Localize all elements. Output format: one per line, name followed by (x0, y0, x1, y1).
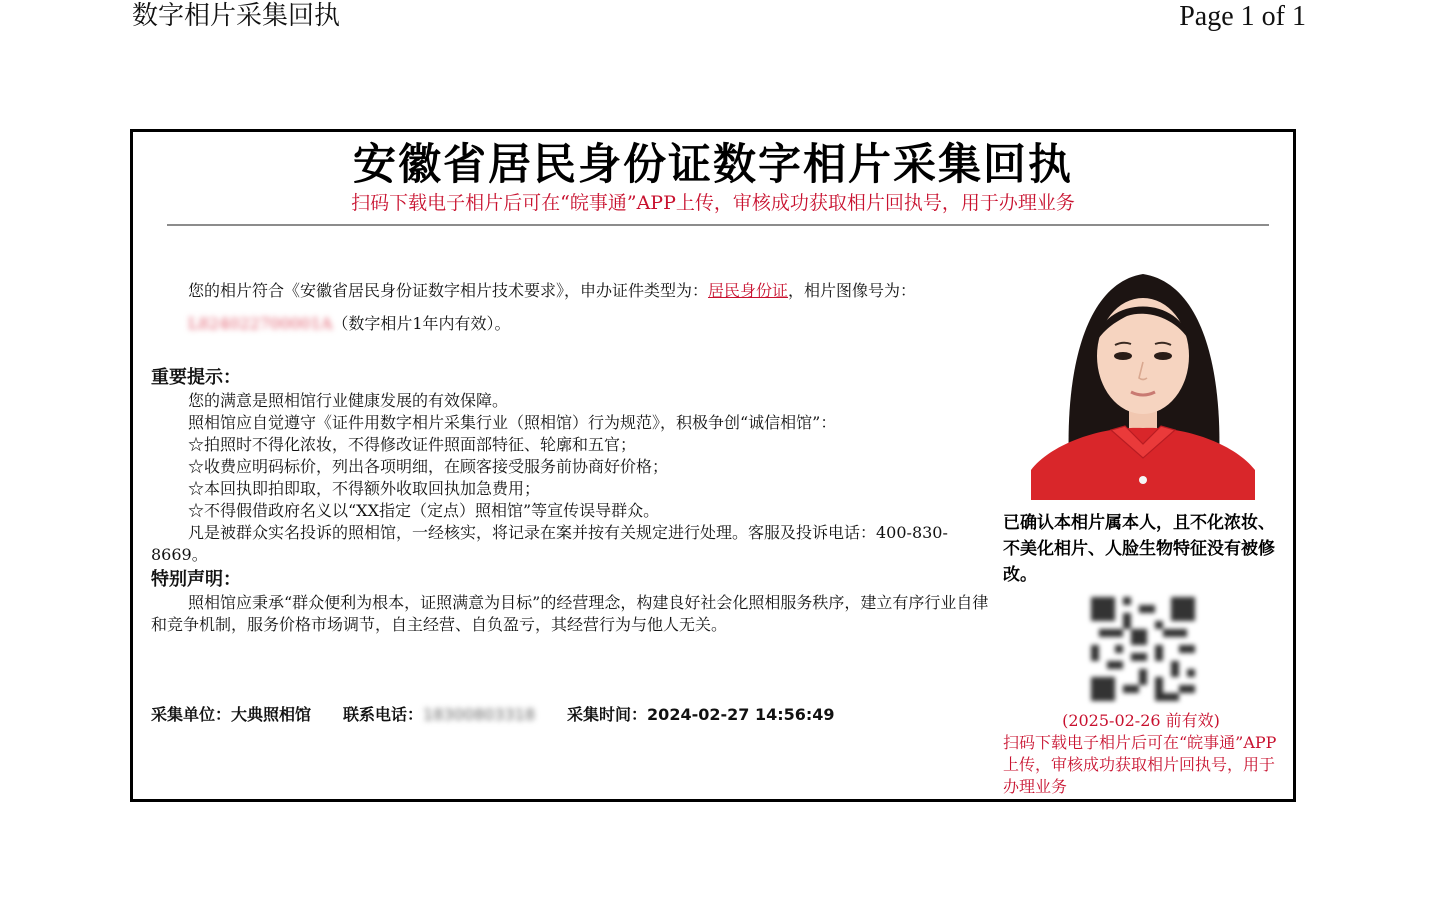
confirm-statement: 已确认本相片属本人，且不化浓妆、不美化相片、人脸生物特征没有被修改。 (1003, 513, 1275, 585)
intro-paragraph (151, 274, 996, 340)
notice-line: 您的满意是照相馆行业健康发展的有效保障。 (188, 391, 509, 410)
notice-section (151, 366, 991, 636)
notice-line: ☆拍照时不得化浓妆，不得修改证件照面部特征、轮廓和五官； (188, 435, 637, 454)
notice-line: ☆不得假借政府名义以“XX指定（定点）照相馆”等宣传误导群众。 (188, 501, 660, 520)
receipt-subtitle: 扫码下载电子相片后可在“皖事通”APP上传，审核成功获取相片回执号，用于办理业务 (351, 192, 1075, 214)
receipt-title: 安徽省居民身份证数字相片采集回执 (353, 140, 1073, 190)
notice-line: 照相馆应自觉遵守《证件用数字相片采集行业（照相馆）行为规范》，积极争创“诚信相馆”： (188, 413, 837, 432)
time-label: 采集时间： (567, 705, 648, 724)
notice-line: ☆本回执即拍即取，不得额外收取回执加急费用； (188, 479, 541, 498)
intro-text-c: （数字相片1年内有效）。 (332, 314, 511, 333)
receipt-card (130, 129, 1296, 802)
phone-label: 联系电话： (343, 705, 424, 724)
qr-upload-note: 扫码下载电子相片后可在“皖事通”APP上传，审核成功获取相片回执号，用于办理业务 (1003, 733, 1277, 796)
qr-code[interactable] (1091, 597, 1195, 701)
photo-number: L824022700001A (188, 314, 333, 333)
phone-value: 18300803318 (423, 705, 536, 724)
declaration-heading: 特别声明： (151, 569, 241, 590)
intro-text-a: 您的相片符合《安徽省居民身份证数字相片技术要求》，申办证件类型为： (188, 281, 709, 300)
unit-label: 采集单位： (151, 705, 232, 724)
unit-value: 大典照相馆 (231, 705, 312, 724)
expiry-date: (2025-02-26 前有效) (1062, 711, 1220, 730)
intro-text-b: ，相片图像号为： (788, 281, 917, 300)
cert-type-link[interactable]: 居民身份证 (708, 281, 789, 300)
declaration-text: 照相馆应秉承“群众便利为根本，证照满意为目标”的经营理念，构建良好社会化照相服务秩序，建立有序行业自律和竞争机制，服务价格市场调节，自主经营、自负盈亏，其经营行为与他人无关。 (151, 593, 989, 634)
time-value: 2024-02-27 14:56:49 (647, 705, 835, 724)
id-photo (1031, 244, 1255, 500)
page-indicator: Page 1 of 1 (1179, 1, 1306, 32)
page-header-title: 数字相片采集回执 (132, 1, 341, 31)
notice-line: ☆收费应明码标价，列出各项明细，在顾客接受服务前协商好价格； (188, 457, 669, 476)
title-divider (167, 224, 1269, 226)
collection-info (151, 704, 835, 726)
complaint-text: 凡是被群众实名投诉的照相馆，一经核实，将记录在案并按有关规定进行处理。客服及投诉电话：400-830-8669。 (151, 523, 948, 564)
important-notice-heading: 重要提示： (151, 367, 241, 388)
